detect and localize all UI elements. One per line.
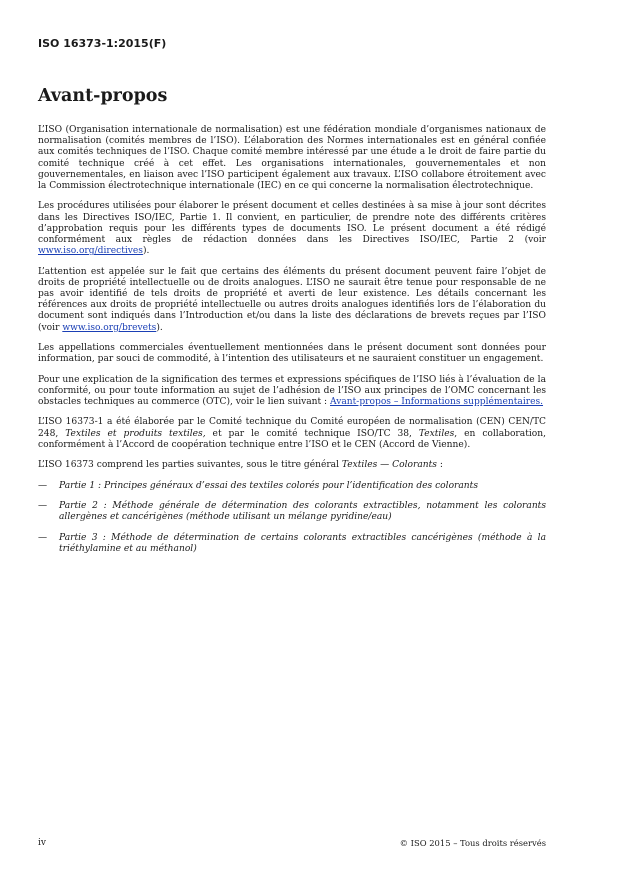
parts-list bbox=[38, 481, 546, 555]
page-title: Avant-propos bbox=[38, 86, 168, 106]
paragraph-conformity bbox=[38, 375, 546, 409]
paragraph-committee-text-c: , en collaboration, conformément à l’Accord de coopération technique entre l’ISO et le CEN (Accord de Vienne). bbox=[38, 428, 546, 450]
paragraph-parts-intro bbox=[38, 460, 546, 471]
parts-intro-text: L’ISO 16373 comprend les parties suivantes, sous le titre général bbox=[38, 460, 342, 471]
list-item-text: Partie 3 : Méthode de détermination de certains colorants extractibles cancérigènes (méthode à la triéthylamine et au méthanol) bbox=[59, 532, 546, 554]
document-id: ISO 16373-1:2015(F) bbox=[38, 37, 167, 50]
list-item-text: Partie 1 : Principes généraux d’essai des textiles colorés pour l’identification des colorants bbox=[59, 480, 478, 491]
paragraph-iso-intro: L’ISO (Organisation internationale de normalisation) est une fédération mondiale d’organismes nationaux de normalisation (comités membres de l’ISO). L’élaboration des Normes internationales est en général confiée aux comités techniques de l’ISO. Chaque comité membre intéressé par une étude a le droit de faire partie du comité technique créé à cet effet. Les organisations internationales, gouvernementales et non gouvernementales, en liaison avec l’ISO participent également aux travaux. L’ISO collabore étroitement avec la Commission électrotechnique internationale (IEC) en ce qui concerne la normalisation électrotechnique. bbox=[38, 125, 546, 192]
paragraph-procedures-end: ). bbox=[142, 246, 150, 257]
paragraph-patents bbox=[38, 267, 546, 334]
list-dash: — bbox=[38, 480, 48, 491]
list-item bbox=[38, 533, 546, 555]
general-title-italic: Textiles — Colorants bbox=[341, 460, 437, 471]
list-dash: — bbox=[38, 500, 48, 511]
committee-title-italic: Textiles et produits textiles, bbox=[65, 428, 206, 439]
list-item-text: Partie 2 : Méthode générale de détermination des colorants extractibles, notamment les colorants allergènes et cancérigènes (méthode utilisant un mélange pyridine/eau) bbox=[59, 500, 546, 523]
parts-intro-colon: : bbox=[436, 460, 443, 471]
paragraph-trade-names: Les appellations commerciales éventuellement mentionnées dans le présent document sont données pour information, par souci de commodité, à l’intention des utilisateurs et ne sauraient constituer un engagement. bbox=[38, 343, 546, 365]
list-dash: — bbox=[38, 532, 48, 543]
list-item bbox=[38, 501, 546, 523]
page-number: iv bbox=[38, 838, 46, 848]
paragraph-committee-text-b: et par le comité technique ISO/TC 38, bbox=[205, 428, 419, 439]
document-body bbox=[38, 125, 546, 564]
foreword-info-link[interactable]: Avant-propos – Informations supplémentaires. bbox=[330, 397, 544, 408]
patents-link[interactable]: www.iso.org/brevets bbox=[62, 322, 157, 333]
list-item bbox=[38, 481, 546, 492]
directives-link[interactable]: www.iso.org/directives bbox=[38, 246, 143, 257]
textiles-italic: Textiles bbox=[418, 428, 455, 439]
paragraph-conformity-text: Pour une explication de la signification des termes et expressions spécifiques de l’ISO liés à l’évaluation de la conformité, ou pour toute information au sujet de l’adhésion de l’ISO aux principes de l’OMC concernant les obstacles techniques au commerce (OTC), voir le lien suivant : bbox=[38, 374, 546, 408]
paragraph-patents-text: L’attention est appelée sur le fait que certains des éléments du présent document peuvent faire l’objet de droits de propriété intellectuelle ou de droits analogues. L’ISO ne saurait être tenue pour responsable de ne pas avoir identifié de tels droits de propriété et averti de leur existence. Les détails concernant les références aux droits de propriété intellectuelle ou autres droits analogues identifiés lors de l’élaboration du document sont indiqués dans l’Introduction et/ou dans la liste des déclarations de brevets reçues par l’ISO (voir bbox=[38, 266, 546, 333]
paragraph-committee bbox=[38, 417, 546, 451]
paragraph-patents-end: ). bbox=[156, 322, 163, 333]
paragraph-procedures-text: Les procédures utilisées pour élaborer le présent document et celles destinées à sa mise à jour sont décrites dans les Directives ISO/IEC, Partie 1. Il convient, en particulier, de prendre note des différents critères d’approbation requis pour les différents types de documents ISO. Le présent document a été rédigé conformément aux règles de rédaction données dans les Directives ISO/IEC, Partie 2 (voir bbox=[38, 201, 546, 246]
copyright-notice: © ISO 2015 – Tous droits réservés bbox=[399, 838, 546, 848]
paragraph-procedures bbox=[38, 201, 546, 257]
paragraph-committee-text-a: L’ISO 16373-1 a été élaborée par le Comité technique du Comité européen de normalisation (CEN) CEN/TC 248, bbox=[38, 417, 546, 439]
